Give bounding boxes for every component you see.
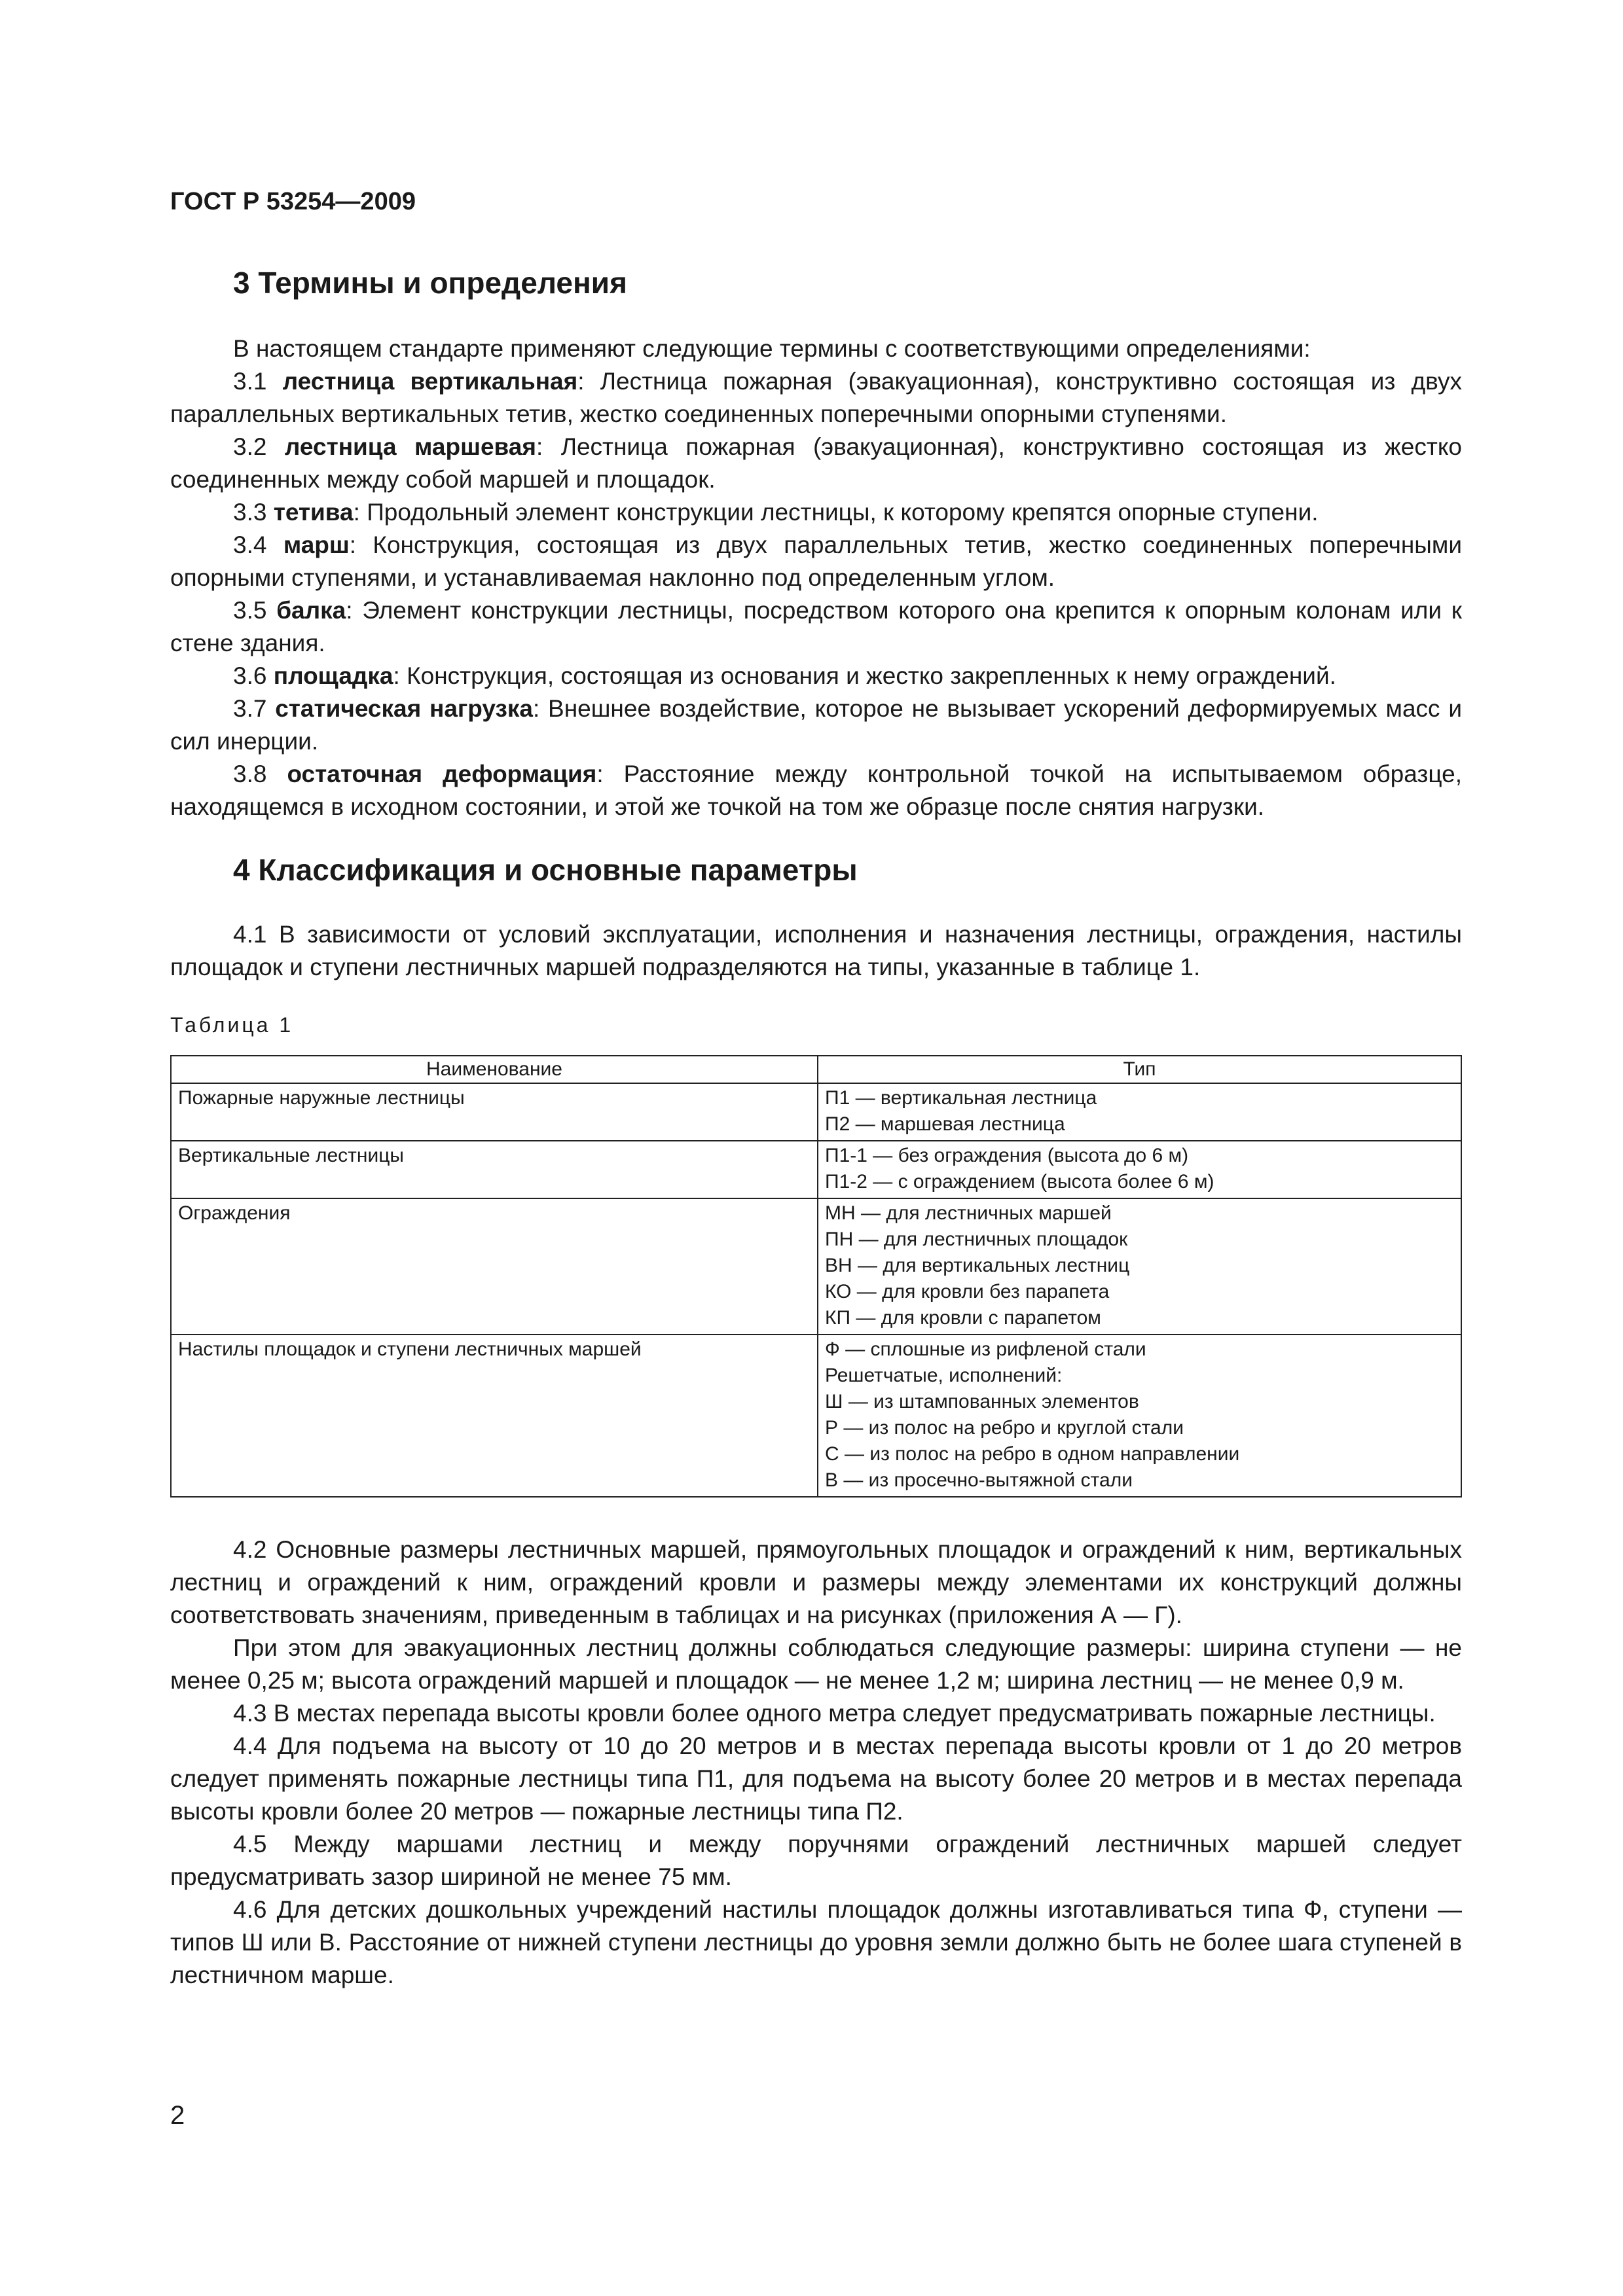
column-header-type: Тип (818, 1056, 1461, 1083)
paragraph-4-1-block (170, 918, 1462, 984)
term-3-6 (170, 660, 1462, 692)
table-row (171, 1141, 1461, 1198)
type-entry: КП — для кровли с парапетом (825, 1307, 1101, 1329)
paragraph-4-1: 4.1 В зависимости от условий эксплуатации, исполнения и назначения лестницы, ограждения, настилы площадок и ступени лестничных маршей подразделяются на типы, указанные в таблице 1. (170, 921, 1462, 980)
term-name: марш (283, 531, 350, 558)
term-number: 3.7 (233, 695, 276, 722)
term-definition: : Конструкция, состоящая из двух параллельных тетив, жестко соединенных поперечными опорными ступенями, и устанавливаемая наклонно под определенным углом. (170, 531, 1463, 591)
term-3-3 (170, 496, 1462, 529)
section-3-body (170, 332, 1462, 823)
term-definition: : Конструкция, состоящая из основания и жестко закрепленных к нему ограждений. (393, 662, 1336, 689)
term-definition: : Внешнее воздействие, которое не вызывает ускорений деформируемых масс и сил инерции. (170, 695, 1462, 755)
paragraph-4-5: 4.5 Между маршами лестниц и между поручнями ограждений лестничных маршей следует предусматривать зазор шириной не менее 75 мм. (170, 1831, 1462, 1890)
page-number: 2 (170, 2101, 185, 2130)
type-entry: Ф — сплошные из рифленой стали (825, 1338, 1146, 1360)
paragraph-4-4: 4.4 Для подъема на высоту от 10 до 20 метров и в местах перепада высоты кровли от 1 до 20 метров следует применять пожарные лестницы типа П1, для подъема на высоту более 20 метров и в местах перепада высоты кровли более 20 метров — пожарные лестницы типа П2. (170, 1732, 1462, 1825)
type-entry: Решетчатые, исполнений: (825, 1365, 1063, 1386)
paragraph-4-6: 4.6 Для детских дошкольных учреждений настилы площадок должны изготавливаться типа Ф, ступени — типов Ш или В. Расстояние от нижней ступени лестницы до уровня земли должно быть не более шага ступеней в лестничном марше. (170, 1896, 1462, 1988)
term-number: 3.2 (233, 433, 285, 460)
type-entry: П1-2 — с ограждением (высота более 6 м) (825, 1171, 1214, 1193)
type-entry: С — из полос на ребро в одном направлении (825, 1443, 1240, 1465)
section-3-title: 3 Термины и определения (233, 266, 627, 300)
term-definition: : Элемент конструкции лестницы, посредством которого она крепится к опорным колонам или к стене здания. (170, 597, 1462, 656)
type-entry: ВН — для вертикальных лестниц (825, 1255, 1130, 1276)
row-types (818, 1335, 1461, 1497)
term-name: лестница маршевая (284, 433, 536, 460)
term-name: лестница вертикальная (282, 368, 578, 395)
types-table (170, 1055, 1462, 1498)
term-3-7 (170, 692, 1462, 758)
term-definition: : Расстояние между контрольной точкой на испытываемом образце, находящемся в исходном состоянии, и этой же точкой на том же образце после снятия нагрузки. (170, 761, 1463, 820)
paragraph-4-3: 4.3 В местах перепада высоты кровли более одного метра следует предусматривать пожарные лестницы. (233, 1700, 1436, 1727)
term-number: 3.3 (233, 499, 274, 526)
term-definition: : Лестница пожарная (эвакуационная), конструктивно состоящая из жестко соединенных между собой маршей и площадок. (170, 433, 1462, 493)
document-code: ГОСТ Р 53254—2009 (170, 188, 416, 215)
row-types (818, 1198, 1461, 1335)
term-name: остаточная деформация (287, 761, 597, 787)
type-entry: П1-1 — без ограждения (высота до 6 м) (825, 1145, 1189, 1166)
term-name: площадка (273, 662, 393, 689)
column-header-name: Наименование (171, 1056, 818, 1083)
section-4-body (170, 1534, 1462, 1992)
term-name: статическая нагрузка (275, 695, 533, 722)
type-entry: П1 — вертикальная лестница (825, 1087, 1097, 1109)
type-entry: ПН — для лестничных площадок (825, 1229, 1128, 1250)
row-types (818, 1141, 1461, 1198)
row-name: Вертикальные лестницы (171, 1141, 818, 1198)
type-entry: П2 — маршевая лестница (825, 1113, 1065, 1135)
term-3-5 (170, 594, 1462, 660)
term-name: тетива (273, 499, 354, 526)
table-caption: Таблица 1 (170, 1013, 294, 1037)
term-definition: : Лестница пожарная (эвакуационная), конструктивно состоящая из двух параллельных вертикальных тетив, жестко соединенных поперечными опорными ступенями. (170, 368, 1463, 427)
term-number: 3.8 (233, 761, 287, 787)
section-3-intro: В настоящем стандарте применяют следующие термины с соответствующими определениями: (233, 335, 1311, 362)
type-entry: Р — из полос на ребро и круглой стали (825, 1417, 1184, 1439)
table-row (171, 1198, 1461, 1335)
paragraph-4-2: 4.2 Основные размеры лестничных маршей, прямоугольных площадок и ограждений к ним, вертикальных лестниц и ограждений к ним, ограждений кровли и размеры между элементами их конструкций должны соответствовать значениям, приведенным в таблицах и на рисунках (приложения А — Г). (170, 1536, 1462, 1628)
type-entry: МН — для лестничных маршей (825, 1202, 1112, 1224)
term-number: 3.5 (233, 597, 277, 624)
term-number: 3.6 (233, 662, 274, 689)
table-row (171, 1335, 1461, 1497)
term-3-4 (170, 529, 1462, 594)
type-entry: В — из просечно-вытяжной стали (825, 1469, 1133, 1491)
row-types (818, 1083, 1461, 1141)
term-3-1 (170, 365, 1462, 431)
term-name: балка (276, 597, 346, 624)
row-name: Ограждения (171, 1198, 818, 1335)
paragraph-4-2-evacuation: При этом для эвакуационных лестниц должны соблюдаться следующие размеры: ширина ступени — не менее 0,25 м; высота ограждений маршей и площадок — не менее 1,2 м; ширина лестниц — не менее 0,9 м. (170, 1634, 1462, 1694)
term-number: 3.1 (233, 368, 283, 395)
term-3-8 (170, 758, 1462, 823)
type-entry: КО — для кровли без парапета (825, 1281, 1110, 1302)
type-entry: Ш — из штампованных элементов (825, 1391, 1139, 1412)
section-4-title: 4 Классификация и основные параметры (233, 853, 858, 887)
row-name: Настилы площадок и ступени лестничных маршей (171, 1335, 818, 1497)
table-row (171, 1083, 1461, 1141)
row-name: Пожарные наружные лестницы (171, 1083, 818, 1141)
table-header-row (171, 1056, 1461, 1083)
term-number: 3.4 (233, 531, 283, 558)
term-definition: : Продольный элемент конструкции лестницы, к которому крепятся опорные ступени. (353, 499, 1319, 526)
term-3-2 (170, 431, 1462, 496)
